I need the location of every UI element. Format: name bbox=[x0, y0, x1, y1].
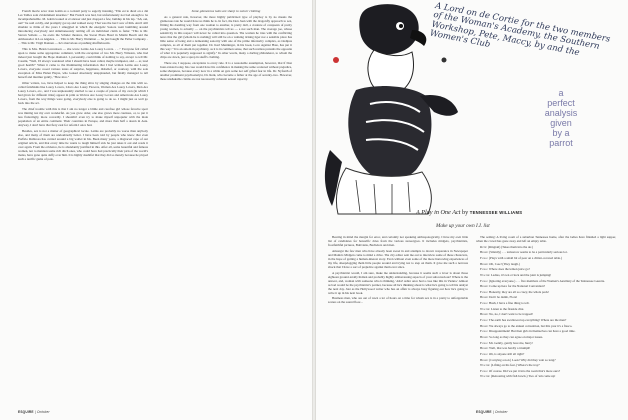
spoken-line: (Ringtail) (Takes them into the air.) bbox=[487, 244, 534, 249]
spoken-line: (Silently) . . . tomorrow seems to be a particularly serious lot. bbox=[489, 250, 568, 255]
dialogue-line bbox=[476, 301, 616, 305]
spoken-line: The earth has swallowed up everything! Where are the men? bbox=[488, 318, 567, 323]
left-column-2-body bbox=[160, 15, 292, 81]
dialogue-line bbox=[476, 352, 616, 356]
spoken-line: Where does the lemon juice go? bbox=[488, 267, 530, 272]
article-paragraph: As a general rule, however, the more highly publicized type of playboy is by no means the glamorous tale he would have us think he is. In fact, the Don Juan with the dragonfly approach to sex, flitting his dazzling way from one woman to another, is pretty dull, a creature of conquests of pretty young women, is actually — on the psychiatrists tell us — a not such man. The average joe, whose sensitivity in this respect will never be called into question. The woman he tries with the conflicting news that the girl (whom he is rushing) will still be on a walking ticking tiger nor a sensible place has little sense of being and a demeaning sonority with one of the prime inferiority complex, as Oedipus complex, as all of them put together. Dr. Karl Menninger, in his book, Love Against Hate, has put it this way: "It is an axiom in psychiatry, as it is in common sense, that such restless pursuits the opposite of what it is popularly supposed to signify." In other words, many a darling philanderer, to whom the chips are down, just a sprep in snuff's clothing. bbox=[160, 14, 292, 60]
spoken-line: Come up here for the National Convention? bbox=[489, 284, 546, 289]
right-page bbox=[316, 0, 628, 420]
spoken-line: Don't be dumb, Flora! bbox=[489, 295, 518, 300]
speaker-name: Flora: bbox=[480, 267, 489, 272]
dialogue-line bbox=[476, 335, 616, 339]
spoken-line: Oh, I see! (They laugh.) bbox=[489, 261, 520, 266]
spoken-line: (Ignoring everyone.) . . . five members of the Women's Auxiliary of the Tennessee Gazette. bbox=[488, 278, 605, 283]
dialogue-list bbox=[476, 245, 616, 379]
subtitle-line: given bbox=[550, 118, 572, 128]
spoken-line: Disappointment! But then girls in themselves can have a good time. bbox=[488, 329, 576, 334]
speaker-name: Flora: bbox=[480, 278, 489, 283]
left-page-footer: ESQUIRE | October bbox=[18, 410, 50, 414]
dialogue-line bbox=[476, 262, 616, 266]
footer-month: October bbox=[494, 410, 508, 414]
speaker-name: Bessie: bbox=[480, 334, 490, 339]
spoken-line: Oh, is anyone still all right? bbox=[488, 351, 525, 356]
spoken-line: (Carrying a nod.) Look! Why did they wait so long? bbox=[489, 357, 556, 362]
speaker-name: Walter: bbox=[480, 363, 491, 368]
dialogue-line bbox=[476, 341, 616, 345]
speaker-name: Flora: bbox=[480, 255, 489, 260]
left-column-1 bbox=[18, 9, 148, 395]
speaker-name: Bessie: bbox=[480, 323, 490, 328]
spoken-line: (Lifting on his feet.) Where's the tray? bbox=[490, 363, 540, 368]
right-column-1 bbox=[328, 235, 468, 405]
speaker-name: Bessie: bbox=[480, 312, 490, 317]
spoken-line: (Retreating with fish bowls.) Two of 'em come up! bbox=[490, 374, 556, 379]
dialogue-line bbox=[476, 273, 616, 277]
article-paragraph: Other writers, too, have helped to keep the thing alive by singing changes on the title with so-called fetishisms like Lousy Lovers, Lilacs Are Lousy Flowers, Women Are Lousy Lovers, Men Are Lousy Lovers, etc., and I was unpleasantly startled to see a couple of pieces of my own (in which I had given for different titles) appear in print as Wolves Are Lousy Lovers and Americans Are Lousy Lovers, from the way things were going, everybody else is going to do so. I might just as well go back into the act. bbox=[18, 80, 148, 106]
speaker-name: Bessie: bbox=[480, 346, 490, 351]
left-column-2 bbox=[160, 9, 292, 395]
article-paragraph: French movie actor Jean Gabin as a cocktail party to eagerly intoning, "Elle est le dieu! on a dié Les Tailles sont évidemment énormes." But French was had, but unfortunately not bad enough to be incomprehensible. M. Gabin looked at el answer and just dropped a few, buildup in his lap. "Ah, oui, oui!" he said coldly, and promptly got up and walked away. That was the last I saw of him. And I still shudder to think of the years I smuggled in which the energetic Sonora went bumbling around introducing everybody and simultaneously rattling off an individual claim to fame: "This is Mr. Steven Sollens — he owns the Schuler theatres, the Sweet Plaza Hotel in Miami Beach and the Ambassador in Los Angeles. . . . This is Mr. Harry Weinman — he just bought the Fuller Company. . . . This is Mr. Virgil Dannen — he's marvelous at pushing shuffleboards. bbox=[18, 9, 148, 46]
dialogue-line bbox=[476, 267, 616, 271]
left-page bbox=[0, 0, 312, 420]
dialogue-line bbox=[476, 363, 616, 367]
play-author: TENNESSEE WILLIAMS bbox=[469, 210, 523, 215]
dialogue-line bbox=[476, 329, 616, 333]
spoken-line: Honestly, they are all so crazy, the whole pack! bbox=[488, 289, 550, 294]
dialogue-line bbox=[476, 358, 616, 362]
dialogue-line bbox=[476, 318, 616, 322]
speaker-name: Bessie: bbox=[480, 261, 490, 266]
spoken-line: Hush, I have a fine thing to tell. bbox=[488, 301, 530, 306]
speaker-name: Flora: bbox=[480, 289, 489, 294]
article-paragraph: The chief trouble with this is that I am no longer a blithe and carefree girl whose favorite sport was mining not my own wonderful. As you grow older, one also grows more cautious, or, to put it less flatteringly, more cowardly. I shouldn't even try to make myself unpopular with the male population of an entire continent. Their countries in Europe, and more than half a dozen in Asia. Anyway, I don't have that fiery zeal for reform I once had. bbox=[18, 106, 148, 128]
article-paragraph: There are, I suppose, exceptions to every rule. It is a reasonable assumption, however, that if Don Juan existed today, his case would have his confidence in making the same scattered without prejudice, some sharpness, because every now in a while on gets some not self gifted fear in life. Dr. Nyfonth of another prominent psychoanalyst, Dr. Reik, who became a father at the age of seventy-two. However, these unshakable claims are not necessarily coherent sexual capacity. bbox=[160, 60, 292, 81]
speaker-name: Flora: bbox=[480, 329, 489, 334]
dialogue-line bbox=[476, 374, 616, 378]
article-paragraph: Besides, sex is not a matter of geographical locale. Latins are probably no worse than anybody else, and many of them are undoubtedly better. I have been told by people who know that even Porfirio Rubirosa has carried around a big wollet in his. Been many years, a disgraced cape of our original article, and that every time he wants to laugh himself sick he just takes it out and reads it over again. From the evidence, he is abundantly justified in this. After all, some beautiful and famous women, not to mention some rich ditch ones, who could have had practically their pick of the world's males, have gone quite daffy over him. It is highly doubtful that they did so merely because he played such a terrific game of polo. bbox=[18, 128, 148, 162]
dialogue-line bbox=[476, 307, 616, 311]
subtitle-block bbox=[521, 88, 601, 148]
spoken-line: Ladies, it's ten o'clock and the joint is jumping! bbox=[490, 272, 552, 277]
handwritten-caption: A Lord on de Cortie for the two members of the Woman's Academy, the Southern Workshop, Pete, Maccy, by and the Women's Club bbox=[428, 1, 611, 58]
spoken-line: (Plays with a small bit of pear on a chintz-covered table.) bbox=[488, 255, 562, 260]
speaker-name: Flora: bbox=[480, 318, 489, 323]
article-paragraph: Bearing in mind the margin for error, and certainly not speaking anthropologically, I have my own little list of candidates for honorific dries from the various stereotypes. It includes midgets, psychiatrists, frostfaithful pictures, Bolivians, Bachelors and men. bbox=[328, 235, 468, 248]
spoken-line: Well, that was hardly a triumph! bbox=[489, 346, 531, 351]
speaker-name: Flora: bbox=[480, 301, 489, 306]
dialogue-line bbox=[476, 324, 616, 328]
spoken-line: Mr. Gently, gently bore me, hurry! bbox=[488, 340, 533, 345]
dialogue-line bbox=[476, 346, 616, 350]
subtitle-line: a bbox=[558, 88, 564, 98]
play-title bbox=[416, 209, 616, 216]
subtitle-line: perfect bbox=[547, 98, 575, 108]
speaker-name: Bessie: bbox=[480, 357, 490, 362]
play-subtitle: Make up your own I.I. list bbox=[436, 223, 490, 229]
right-page-footer: ESQUIRE | October bbox=[476, 410, 508, 414]
play-setting: The setting: A living room of a suburban Tennessee home, after the ladies have finished a light supper, when the crowd has gone away and left an empty table. bbox=[476, 235, 616, 244]
speaker-name: Flora: bbox=[480, 368, 489, 373]
subtitle-line: by a bbox=[552, 128, 570, 138]
speaker-name: Bessie: bbox=[480, 295, 490, 300]
speaker-name: Flora: bbox=[480, 351, 489, 356]
speaker-name: Ruth: bbox=[480, 244, 488, 249]
spoken-line: Of course. Did we put it into the room that's more ours? bbox=[488, 368, 561, 373]
play-title-by: by bbox=[462, 209, 469, 216]
right-column-2 bbox=[476, 235, 616, 405]
dialogue-line bbox=[476, 369, 616, 373]
article-paragraph: Business men, who are out of town a lot of hours on a time for whom sex is in a pretty to unforgettable scenes on the sound floor... bbox=[328, 296, 468, 305]
article-paragraph: A psychiatrist would, I am sure, make me understanding, because it seems such a lover is about those eighteen ground-totally hidden and probably highly embarrassing aspects of your subconscious? Where is the answer, and, woman with someone who is thinking, 'Ahal' Adler once had a case like this in Vienna.' Almost as bad would be the psychiatrist's partner, because all he's thinking about is what he's going to tell his analyst the next day. Just as the Hollywood writer who has an affair is always busy figuring out how he's going to write it up in his next book. bbox=[328, 270, 468, 295]
article-paragraph: Amongst the few men who have already been sweet in and attempts to drown vesperance in Newspaper and Mama's Midgets came to mind a drive. The city editor sent me out to interview some of these characters, in the hope of getting a human-interest story. Even without even some of the more harrowing experiences of my life, sheepdogging them little people around and trying not to step on them. It gave me such a nervous shock that I have a sort of prejudice against them ever since. bbox=[328, 248, 468, 269]
subtitle-line: parrot bbox=[549, 138, 573, 148]
section-subhead: Some glamorous tales are sharp to swiver clothing bbox=[191, 9, 261, 13]
dialogue-line bbox=[476, 256, 616, 260]
subtitle-line: analysis bbox=[544, 108, 578, 118]
footer-publication: ESQUIRE bbox=[18, 410, 34, 414]
dialogue-line bbox=[476, 279, 616, 283]
speaker-name: Flora: bbox=[480, 340, 489, 345]
dialogue-line bbox=[476, 245, 616, 249]
spoken-line: Listen to the fireside chat. bbox=[490, 306, 525, 311]
footer-publication: ESQUIRE bbox=[476, 410, 492, 414]
dialogue-line bbox=[476, 295, 616, 299]
footer-month: October bbox=[36, 410, 50, 414]
dialogue-line bbox=[476, 284, 616, 288]
spoken-line: So long as they can agree on major issues. bbox=[489, 334, 544, 339]
speaker-name: Bessie: bbox=[480, 284, 490, 289]
spoken-line: No, no, I don't want to be trapped! bbox=[489, 312, 534, 317]
spoken-line: We always go to the annual convention, but this year it's a fiasco. bbox=[489, 323, 573, 328]
speaker-name: Walter: bbox=[480, 374, 491, 379]
dialogue-line bbox=[476, 312, 616, 316]
dialogue-line bbox=[476, 250, 616, 254]
speaker-name: Bessie: bbox=[480, 250, 490, 255]
dialogue-line bbox=[476, 290, 616, 294]
article-paragraph: This is Mrs. Helen Lawrenson — she wrote Latins Are Lousy Lovers. . . ." Everyone felt called upon to make some appropriate comment, with the exception of two Mr. Harry Winston, who had indeed just bought the Hope diamond. I, personally, could think of nothing to say, except to tell Mr. Cassini, "Well, I'd always wondered what I should have been called, maybe trumpeter, and — er, lead good health!" When it came to the illuminating information that I had written Latins Are Lousy Lovers, everyone cooed various tones of surprise, happiness, disbelief, or courtesy, with the sole exception of Miss Helen Hayes, who looked absolutely unapplauded, but finally managed to tell herself and murmur gently, "How nice." bbox=[18, 47, 148, 80]
speaker-name: Walter: bbox=[480, 272, 491, 277]
speaker-name: Walter: bbox=[480, 306, 491, 311]
play-title-text: A Play in One Act bbox=[416, 209, 461, 216]
